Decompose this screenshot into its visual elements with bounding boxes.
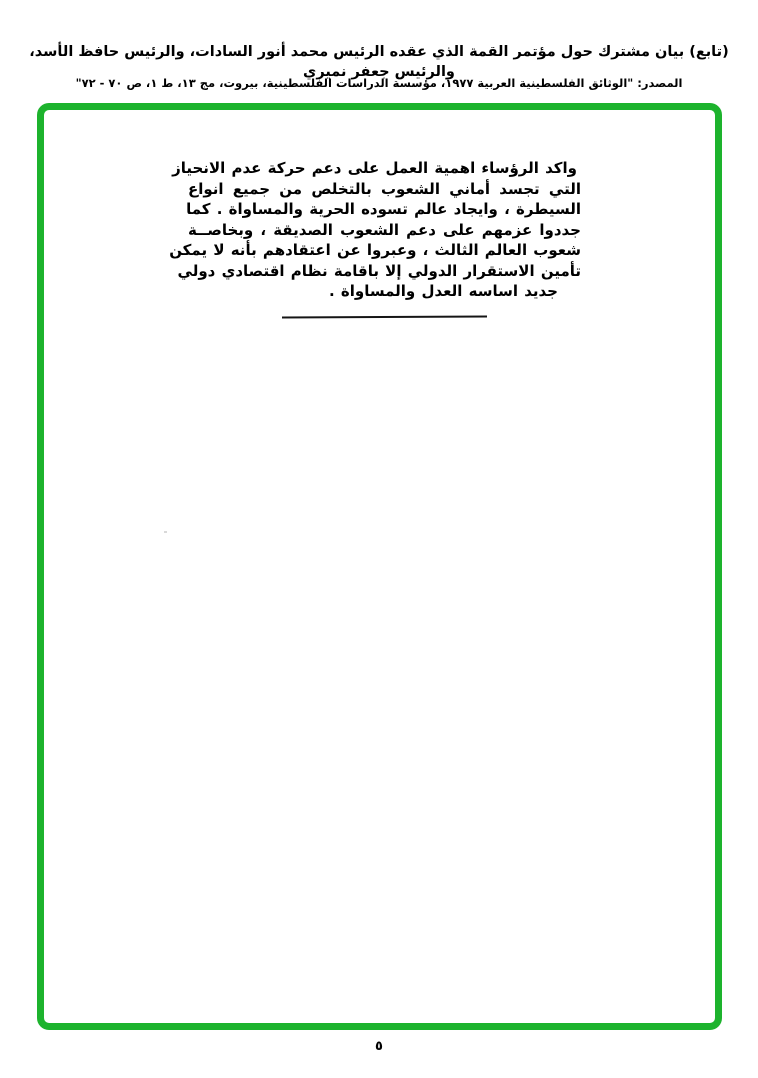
scan-artifact-speck (164, 531, 167, 533)
body-paragraph (169, 158, 581, 302)
paragraph-line: جددوا عزمهم على دعم الشعوب الصديقة ، وبخاصــة (188, 220, 581, 239)
document-source-citation: المصدر: "الوثائق الفلسطينية العربية ١٩٧٧، مؤسسة الدراسات الفلسطينية، بيروت، مج ١٣، ط ١، ص ٧٠ - ٧٢" (75, 76, 683, 90)
paragraph-line: السيطرة ، وايجاد عالم تسوده الحرية والمساواة . كما (186, 200, 581, 218)
paragraph-line: تأمين الاستقرار الدولي إلا باقامة نظام اقتصادي دولي (177, 261, 581, 280)
paragraph-line: واكد الرؤساء اهمية العمل على دعم حركة عدم الانحياز (172, 159, 577, 177)
paragraph-line: التي تجسد أماني الشعوب بالتخلص من جميع انواع (188, 179, 581, 198)
page-number: ٥ (375, 1039, 383, 1054)
document-title-continuation: (تابع) بيان مشترك حول مؤتمر القمة الذي عقده الرئيس محمد أنور السادات، والرئيس حافظ الأسد، والرئيس جعفر نميري (29, 44, 729, 80)
paragraph-line: شعوب العالم الثالث ، وعبروا عن اعتقادهم بأنه لا يمكن (169, 241, 581, 259)
paragraph-line: جديد اساسه العدل والمساواة . (328, 282, 558, 300)
